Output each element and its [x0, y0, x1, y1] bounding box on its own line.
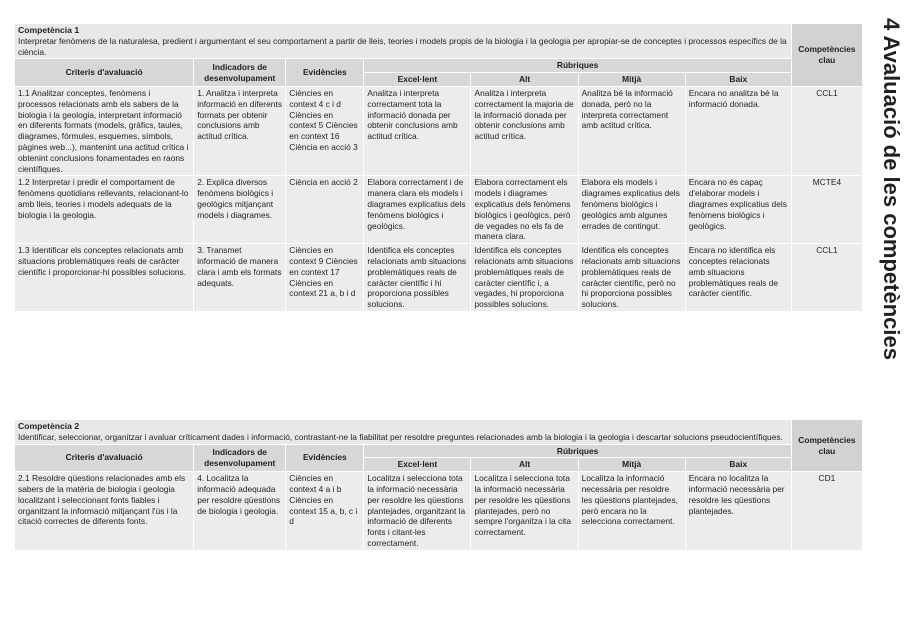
- alt-cell: Elabora correctament els models i diagrames explicatius dels fenòmens biològics i geològics, però de vegades no els fa de manera clara.: [471, 176, 577, 243]
- clau-cell: MCTE4: [792, 176, 862, 243]
- evidencia-cell: Ciències en context 4 a i b Ciències en context 15 a, b, c i d: [286, 472, 363, 550]
- excellent-header: Excel·lent: [364, 458, 470, 471]
- baix-cell: Encara no identifica els conceptes relacionats amb situacions problemàtiques reals de caràcter científic.: [686, 244, 791, 311]
- mitja-cell: Analitza bé la informació donada, però no la interpreta correctament amb actitud crítica.: [579, 87, 685, 175]
- indicador-cell: 1. Analitza i interpreta informació en diferents formats per obtenir conclusions amb actitud crítica.: [194, 87, 285, 175]
- criteri-cell: 1.3 Identificar els conceptes relacionats amb situacions problemàtiques reals de caràcter científic i proporcionar-hi possibles solucions.: [15, 244, 193, 311]
- mitja-cell: Localitza la informació necessària per resoldre les qüestions plantejades, però encara no la selecciona correctament.: [579, 472, 685, 550]
- indicador-cell: 4. Localitza la informació adequada per resoldre qüestions de biologia i geologia.: [194, 472, 285, 550]
- evidencies-header: Evidències: [286, 59, 363, 86]
- section-title: 4 Avaluació de les competències: [879, 18, 904, 360]
- criteri-cell: 2.1 Resoldre qüestions relacionades amb els sabers de la matèria de biologia i geologia localitzant i seleccionant fonts fiables i organitzant la informació mitjançant l'ús i la citació correctes de diferents fonts.: [15, 472, 193, 550]
- evidencia-cell: Ciències en context 4 c i d Ciències en context 5 Ciències en context 16 Ciència en acció 3: [286, 87, 363, 175]
- table-row: [15, 87, 862, 175]
- baix-header: Baix: [686, 458, 791, 471]
- competencia-title: Competència 1: [18, 25, 80, 35]
- alt-cell: Analitza i interpreta correctament la majoria de la informació donada per obtenir conclusions amb actitud crítica.: [471, 87, 577, 175]
- excellent-cell: Localitza i selecciona tota la informació necessària per resoldre les qüestions plantejades, organitzant la informació de diferents fonts i citant-les correctament.: [364, 472, 470, 550]
- baix-cell: Encara no localitza la informació necessària per resoldre les qüestions plantejades.: [686, 472, 791, 550]
- competencia-description: Interpretar fenòmens de la naturalesa, predient i argumentant el seu comportament a partir de lleis, teories i models propis de la biologia i la geologia per apropiar-se de conceptes i processos específics de la ciència.: [18, 35, 787, 57]
- criteri-cell: 1.1 Analitzar conceptes, fenòmens i processos relacionats amb els sabers de la biologia i la geologia, interpretant informació en diferents formats (models, gràfics, taules, diagrames, fórmules, esquemes, símbols, pàgines web...), mantenint una actitud crítica i obtenint conclusions fonamentades en raons científiques.: [15, 87, 193, 175]
- competencia-2-table: [14, 419, 863, 551]
- evidencia-cell: Ciències en context 9 Ciències en context 17 Ciències en context 21 a, b i d: [286, 244, 363, 311]
- mitja-cell: Identifica els conceptes relacionats amb situacions problemàtiques reals de caràcter científic, però no hi proporciona possibles solucions.: [579, 244, 685, 311]
- indicadors-header: Indicadors de desenvolupament: [194, 445, 285, 472]
- evidencia-cell: Ciència en acció 2: [286, 176, 363, 243]
- excellent-cell: Elabora correctament i de manera clara els models i diagrames explicatius dels fenòmens biològics i geològics.: [364, 176, 470, 243]
- excellent-cell: Analitza i interpreta correctament tota la informació donada per obtenir conclusions amb actitud crítica.: [364, 87, 470, 175]
- clau-cell: CD1: [792, 472, 862, 550]
- indicador-cell: 2. Explica diversos fenòmens biològics i geològics mitjançant models i diagrames.: [194, 176, 285, 243]
- excellent-header: Excel·lent: [364, 73, 470, 86]
- mitja-cell: Elabora els models i diagrames explicatius dels fenòmens biològics i geològics amb algunes errades de contingut.: [579, 176, 685, 243]
- rubriques-header: Rúbriques: [364, 445, 790, 458]
- table-row: [15, 244, 862, 311]
- rubriques-header: Rúbriques: [364, 59, 790, 72]
- alt-header: Alt: [471, 458, 577, 471]
- competencia-1-header: [15, 24, 791, 58]
- competencia-title: Competència 2: [18, 421, 80, 431]
- indicador-cell: 3. Transmet informació de manera clara i amb els formats adequats.: [194, 244, 285, 311]
- table-row: [15, 176, 862, 243]
- indicadors-header: Indicadors de desenvolupament: [194, 59, 285, 86]
- section-sidebar: [872, 18, 912, 360]
- clau-cell: CCL1: [792, 87, 862, 175]
- criteris-header: Criteris d'avaluació: [15, 445, 193, 472]
- competencies-clau-header: Competències clau: [792, 24, 862, 86]
- criteris-header: Criteris d'avaluació: [15, 59, 193, 86]
- clau-cell: CCL1: [792, 244, 862, 311]
- baix-cell: Encara no és capaç d'elaborar models i diagrames explicatius dels fenòmens biològics i geològics.: [686, 176, 791, 243]
- competencia-description: Identificar, seleccionar, organitzar i avaluar críticament dades i informació, contrastant-ne la fiabilitat per resoldre preguntes relacionades amb la biologia i la geologia i descartar solucions pseudocientífiques.: [18, 431, 783, 442]
- table-row: [15, 472, 862, 550]
- competencia-1-table: [14, 23, 863, 312]
- evidencies-header: Evidències: [286, 445, 363, 472]
- competencies-clau-header: Competències clau: [792, 420, 862, 471]
- alt-header: Alt: [471, 73, 577, 86]
- criteri-cell: 1.2 Interpretar i predir el comportament de fenòmens quotidians rellevants, relacionant-lo amb lleis, teories i models adequats de la biologia i la geologia.: [15, 176, 193, 243]
- alt-cell: Identifica els conceptes relacionats amb situacions problemàtiques reals de caràcter científic i, a vegades, hi proporciona possibles solucions.: [471, 244, 577, 311]
- excellent-cell: Identifica els conceptes relacionats amb situacions problemàtiques reals de caràcter científic i hi proporciona possibles solucions.: [364, 244, 470, 311]
- mitja-header: Mitjà: [579, 458, 685, 471]
- competencia-2-header: [15, 420, 791, 444]
- mitja-header: Mitjà: [579, 73, 685, 86]
- baix-header: Baix: [686, 73, 791, 86]
- alt-cell: Localitza i selecciona tota la informació necessària per resoldre les qüestions plantejades, però no sempre l'organitza i la cita correctament.: [471, 472, 577, 550]
- baix-cell: Encara no analitza bé la informació donada.: [686, 87, 791, 175]
